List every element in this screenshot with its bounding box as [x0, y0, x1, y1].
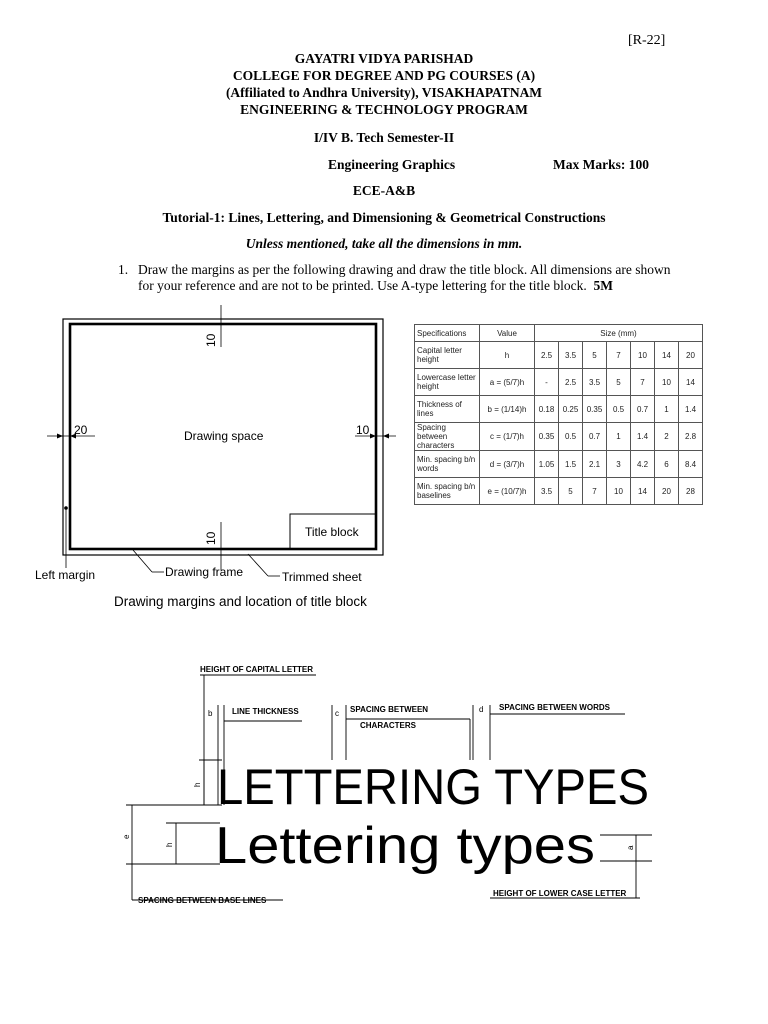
drawing-space-label: Drawing space: [184, 429, 264, 443]
lowercase-sample: Lettering types: [215, 817, 595, 875]
table-header: Specifications: [415, 325, 480, 342]
table-cell: e = (10/7)h: [480, 478, 535, 505]
table-cell: 3.5: [583, 369, 607, 396]
table-cell: 8.4: [679, 451, 703, 478]
drawing-margins-figure: [0, 300, 410, 620]
table-cell: 0.7: [631, 396, 655, 423]
spacing-characters-label-2: CHARACTERS: [360, 721, 416, 730]
table-row: [415, 478, 703, 505]
table-row: [415, 342, 703, 369]
table-cell: 0.7: [583, 423, 607, 451]
h-label-lower: h: [165, 842, 174, 847]
table-cell: 14: [679, 369, 703, 396]
lettering-spec-table: [414, 324, 703, 505]
table-cell: 5: [583, 342, 607, 369]
table-cell: 7: [607, 342, 631, 369]
table-cell: 1.4: [631, 423, 655, 451]
table-cell: 2.1: [583, 451, 607, 478]
question-text: Draw the margins as per the following drawing and draw the title block. All dimensions are shown for your reference and are not to be printed. Use A-type lettering for the title block.: [138, 262, 671, 293]
table-cell: 6: [655, 451, 679, 478]
table-cell: 0.35: [535, 423, 559, 451]
table-cell: Min. spacing b/n words: [415, 451, 480, 478]
left-margin-label: Left margin: [35, 568, 96, 582]
table-cell: 10: [631, 342, 655, 369]
document-ref-code: [R-22]: [628, 33, 666, 48]
table-cell: 4.2: [631, 451, 655, 478]
spacing-baselines-label: SPACING BETWEEN BASE LINES: [138, 896, 267, 905]
table-cell: 20: [655, 478, 679, 505]
table-cell: 0.5: [559, 423, 583, 451]
a-label: a: [626, 845, 635, 850]
height-capital-label: HEIGHT OF CAPITAL LETTER: [200, 665, 314, 674]
table-cell: Lowercase letter height: [415, 369, 480, 396]
table-cell: a = (5/7)h: [480, 369, 535, 396]
table-cell: 7: [583, 478, 607, 505]
table-cell: -: [535, 369, 559, 396]
spacing-characters-label-1: SPACING BETWEEN: [350, 705, 429, 714]
table-cell: 0.5: [607, 396, 631, 423]
table-row: [415, 451, 703, 478]
table-cell: 14: [655, 342, 679, 369]
table-cell: 1: [607, 423, 631, 451]
table-cell: 2.8: [679, 423, 703, 451]
question-1: [118, 262, 678, 293]
dim-top-label: 10: [204, 333, 218, 347]
semester-line: I/IV B. Tech Semester-II: [313, 130, 455, 145]
table-header: Value: [480, 325, 535, 342]
question-marks: 5M: [593, 277, 613, 293]
table-cell: Spacing between characters: [415, 423, 480, 451]
table-cell: 20: [679, 342, 703, 369]
drawing-frame-label: Drawing frame: [165, 565, 244, 579]
lettering-types-figure: [0, 655, 768, 915]
header-line: ENGINEERING & TECHNOLOGY PROGRAM: [240, 102, 528, 117]
table-row: [415, 423, 703, 451]
table-cell: 14: [631, 478, 655, 505]
table-cell: b = (1/14)h: [480, 396, 535, 423]
uppercase-sample: LETTERING TYPES: [217, 759, 649, 815]
table-cell: 2.5: [559, 369, 583, 396]
dim-bottom-label: 10: [204, 531, 218, 545]
d-label: d: [479, 705, 484, 714]
table-cell: 1.05: [535, 451, 559, 478]
trimmed-sheet-label: Trimmed sheet: [282, 570, 362, 584]
table-cell: d = (3/7)h: [480, 451, 535, 478]
title-block-label: Title block: [305, 525, 359, 539]
figure-caption: Drawing margins and location of title block: [114, 594, 367, 609]
table-cell: 0.25: [559, 396, 583, 423]
table-cell: 3.5: [559, 342, 583, 369]
header-line: GAYATRI VIDYA PARISHAD: [294, 51, 474, 66]
table-row: [415, 369, 703, 396]
table-cell: h: [480, 342, 535, 369]
table-cell: Capital letter height: [415, 342, 480, 369]
table-cell: 28: [679, 478, 703, 505]
header-line: (Affiliated to Andhra University), VISAKHAPATNAM: [225, 85, 543, 100]
table-header: Size (mm): [535, 325, 703, 342]
table-cell: 10: [655, 369, 679, 396]
table-cell: Thickness of lines: [415, 396, 480, 423]
table-cell: 0.18: [535, 396, 559, 423]
institution-header: [0, 50, 768, 118]
table-cell: 2.5: [535, 342, 559, 369]
table-cell: 1.5: [559, 451, 583, 478]
question-number: 1.: [118, 262, 129, 277]
table-header-row: [415, 325, 703, 342]
table-cell: 3.5: [535, 478, 559, 505]
header-line: COLLEGE FOR DEGREE AND PG COURSES (A): [232, 68, 536, 83]
branch-line: ECE-A&B: [352, 183, 416, 198]
table-cell: 1: [655, 396, 679, 423]
b-label: b: [208, 709, 213, 718]
table-cell: 0.35: [583, 396, 607, 423]
c-label: c: [335, 709, 339, 718]
table-row: [415, 396, 703, 423]
dim-left-label: 20: [74, 423, 88, 437]
table-cell: c = (1/7)h: [480, 423, 535, 451]
table-cell: 2: [655, 423, 679, 451]
table-cell: 5: [607, 369, 631, 396]
course-name: Engineering Graphics: [328, 157, 456, 172]
table-cell: 3: [607, 451, 631, 478]
table-cell: 10: [607, 478, 631, 505]
table-cell: 5: [559, 478, 583, 505]
dim-right-label: 10: [356, 423, 370, 437]
table-cell: 7: [631, 369, 655, 396]
h-label-upper: h: [193, 782, 202, 787]
height-lower-label: HEIGHT OF LOWER CASE LETTER: [493, 889, 627, 898]
spacing-words-label: SPACING BETWEEN WORDS: [499, 703, 610, 712]
instruction-line: Unless mentioned, take all the dimensions in mm.: [245, 236, 523, 251]
table-cell: 1.4: [679, 396, 703, 423]
tutorial-title: Tutorial-1: Lines, Lettering, and Dimensioning & Geometrical Constructions: [162, 210, 606, 225]
e-label: e: [122, 834, 131, 839]
line-thickness-label: LINE THICKNESS: [232, 707, 299, 716]
max-marks: Max Marks: 100: [553, 157, 649, 172]
table-cell: Min. spacing b/n baselines: [415, 478, 480, 505]
